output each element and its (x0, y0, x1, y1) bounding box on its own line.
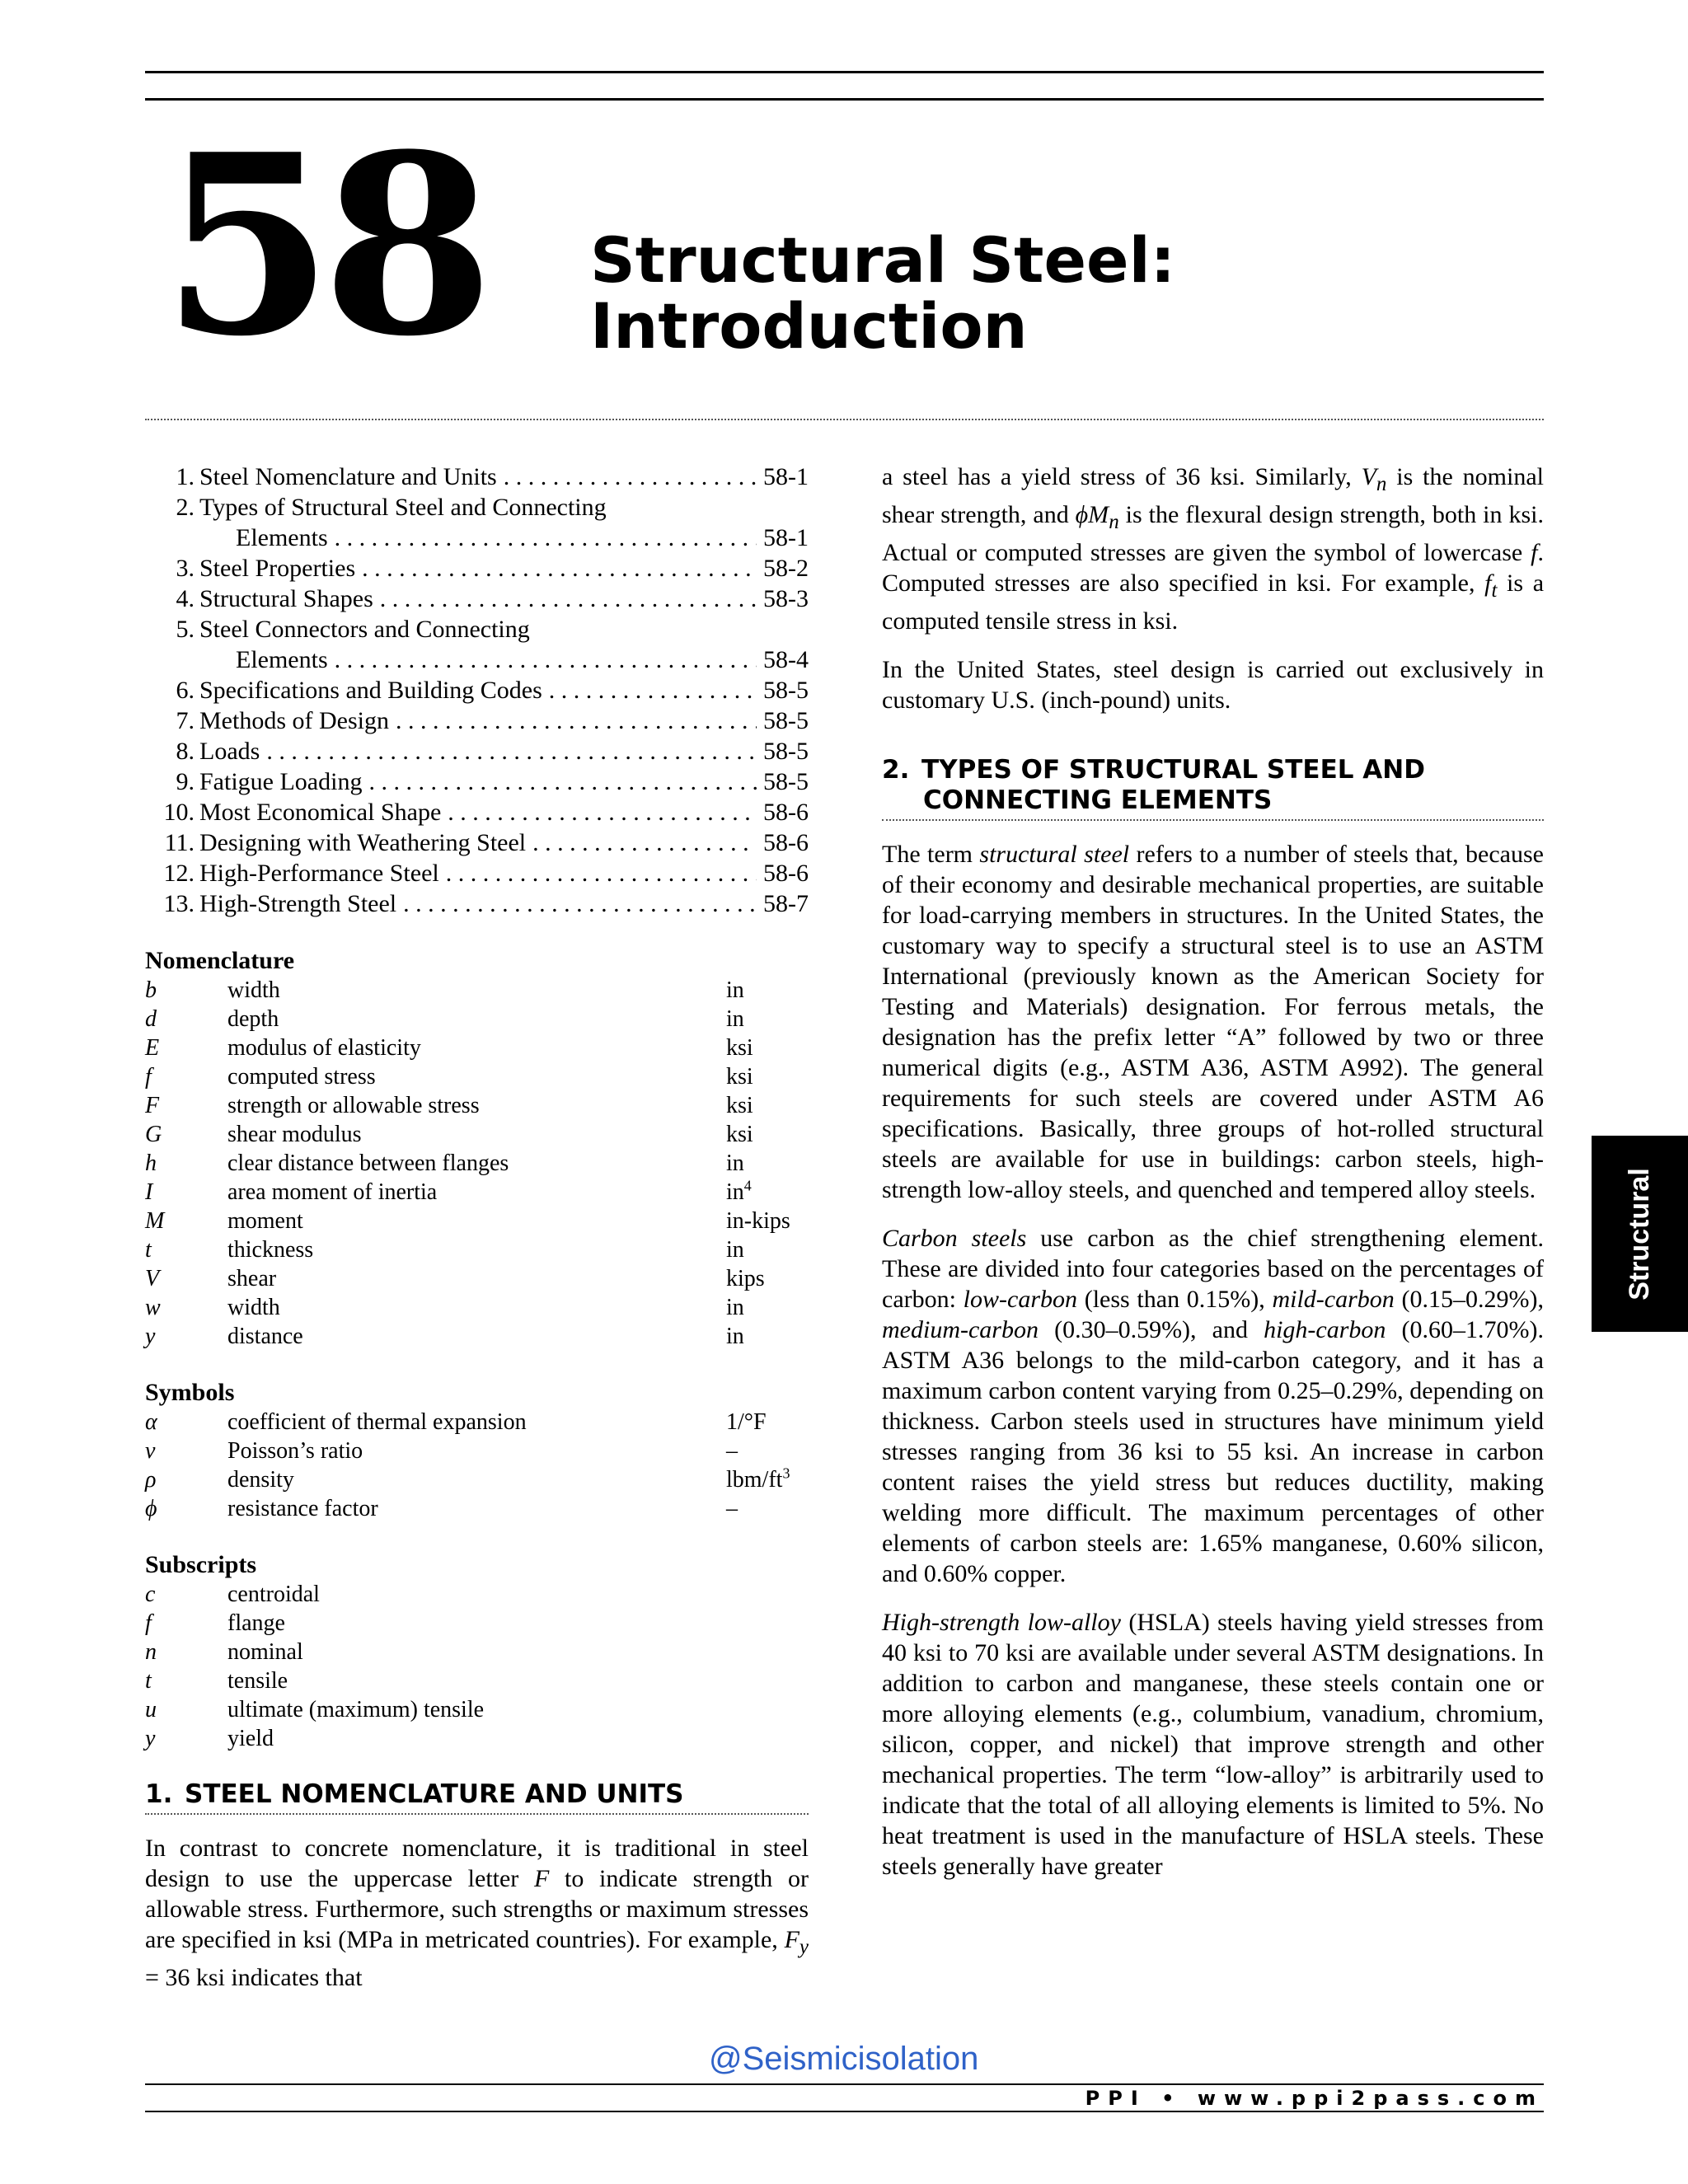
math-subscript: t (1491, 579, 1498, 602)
nomenclature-row (145, 1149, 809, 1178)
symbol: d (145, 1006, 157, 1032)
symbols-row (145, 1436, 809, 1465)
toc-page-number: 58-3 (763, 585, 809, 612)
term-mild-carbon: mild-carbon (1272, 1286, 1395, 1313)
term-low-carbon: low-carbon (963, 1286, 1077, 1313)
symbol-description: width (227, 977, 280, 1003)
toc-item[interactable] (145, 797, 809, 827)
unit-text: in (726, 1295, 744, 1320)
symbol: b (145, 977, 157, 1003)
chapter-title-line1: Structural Steel: (590, 223, 1176, 297)
symbol-unit (726, 1436, 809, 1465)
symbol: y (145, 1324, 156, 1349)
symbol: ρ (145, 1467, 157, 1493)
symbols-table (145, 1408, 809, 1523)
math-Fy: F (784, 1926, 799, 1953)
symbol: G (145, 1122, 162, 1147)
text-run: . Computed stresses are also specified in ksi. For example, (882, 539, 1544, 597)
section-2-number: 2. (882, 755, 910, 785)
symbol: α (145, 1409, 157, 1435)
symbol: I (145, 1179, 153, 1205)
text-run: In contrast to concrete nomenclature, it is traditional in steel design to use the uppercase letter (145, 1835, 809, 1892)
unit-text: in (726, 1324, 744, 1349)
unit-text: 1/°F (726, 1409, 767, 1435)
section-1-heading (145, 1779, 809, 1815)
symbol-unit (726, 1465, 809, 1494)
toc-leader-dots (448, 797, 757, 827)
symbol-description: area moment of inertia (227, 1179, 438, 1205)
symbol-description: width (227, 1295, 280, 1320)
text-run: to indicate strength or allowable stress. Furthermore, such strengths or maximum stresses are specified in ksi (MPa in metricated countries). For example, (145, 1865, 809, 1953)
math-subscript: n (1376, 473, 1387, 495)
toc-leader-dots (380, 583, 757, 614)
toc-number: 8. (176, 738, 195, 765)
toc-title: Steel Nomenclature and Units (199, 463, 497, 490)
toc-item[interactable] (145, 492, 809, 553)
symbol: t (145, 1668, 152, 1694)
symbol: c (145, 1582, 156, 1607)
text-run: The term (882, 841, 980, 868)
right-column (882, 462, 1544, 1900)
toc-page-number: 58-6 (763, 860, 809, 887)
term-carbon-steels: Carbon steels (882, 1225, 1027, 1252)
toc-leader-dots (335, 644, 757, 675)
symbol-description: resistance factor (227, 1496, 378, 1521)
nomenclature-row (145, 1235, 809, 1264)
symbol: h (145, 1151, 157, 1176)
toc-title: High-Strength Steel (199, 890, 397, 917)
toc-page-number: 58-6 (763, 799, 809, 826)
text-run: = 36 ksi indicates that (145, 1964, 363, 1991)
text-run: is the nominal shear strength, and (882, 463, 1544, 528)
symbol: w (145, 1295, 161, 1320)
toc-title: Fatigue Loading (199, 768, 363, 795)
symbol-unit (726, 1005, 809, 1033)
symbol-unit (726, 1264, 809, 1293)
text-run: (0.60–1.70%). ASTM A36 belongs to the mild-carbon category, and it has a maximum carbon content varying from 0.25–0.29%, depending on thickness. Carbon steels used in structures have minimum yield stresses ranging from 36 ksi to 55 ksi. An increase in carbon content raises the yield stress but reduces ductility, making welding more difficult. The maximum percentages of other elements of carbon steels are: 1.65% manganese, 0.60% silicon, and 0.60% copper. (882, 1316, 1544, 1587)
units-paragraph: In the United States, steel design is carried out exclusively in customary U.S. (inch-pound) units. (882, 656, 1544, 714)
table-of-contents (145, 462, 809, 919)
symbol-description: depth (227, 1006, 279, 1032)
toc-leader-dots (362, 553, 757, 583)
hsla-paragraph (882, 1607, 1544, 1882)
toc-number: 10. (163, 799, 195, 826)
toc-leader-dots (504, 462, 757, 492)
symbol: ϕ (145, 1496, 157, 1521)
symbol: E (145, 1035, 160, 1061)
toc-leader-dots (396, 705, 757, 736)
toc-title: Steel Connectors and Connecting (199, 616, 530, 643)
text-run: refers to a number of steels that, because of their economy and desirable mechanical properties, are suitable for load-carrying members in structures. In the United States, the customary way to specify a structural steel is to use an ASTM International (previously known as the American Society for Testing and Materials) designation. For ferrous metals, the designation has the prefix letter “A” followed by two or three numerical digits (e.g., ASTM A36, ASTM A992). The general requirements for such steels are covered under ASTM A6 specifications. Basically, three groups of hot-rolled structural steels are available for use in buildings: carbon steels, high-strength low-alloy steels, and quenched and tempered alloy steels. (882, 841, 1544, 1203)
toc-page-number: 58-1 (763, 524, 809, 551)
toc-item[interactable] (145, 705, 809, 736)
symbol: n (145, 1639, 157, 1665)
symbols-heading: Symbols (145, 1379, 235, 1406)
symbol-unit (726, 1091, 809, 1120)
toc-item[interactable] (145, 583, 809, 614)
symbol-description: Poisson’s ratio (227, 1438, 363, 1464)
symbols-row (145, 1494, 809, 1523)
unit-text: ksi (726, 1093, 753, 1118)
term-structural-steel: structural steel (979, 841, 1130, 868)
toc-page-number: 58-2 (763, 555, 809, 582)
math-subscript: n (1109, 511, 1119, 533)
section-side-tab (1592, 1136, 1688, 1332)
nomenclature-row (145, 1120, 809, 1149)
nomenclature-row (145, 1033, 809, 1062)
symbol-description: distance (227, 1324, 303, 1349)
symbol-unit (726, 1207, 809, 1235)
toc-title: Designing with Weathering Steel (199, 829, 527, 856)
nomenclature-heading: Nomenclature (145, 947, 295, 974)
chapter-number: 58 (162, 100, 483, 391)
toc-page-number: 58-7 (763, 890, 809, 917)
toc-item[interactable] (145, 462, 809, 492)
toc-number: 6. (176, 677, 195, 704)
toc-number: 7. (176, 707, 195, 734)
symbol-description: flange (227, 1610, 285, 1636)
symbols-row (145, 1465, 809, 1494)
symbol: f (145, 1064, 152, 1090)
unit-text: ksi (726, 1064, 753, 1090)
toc-item[interactable] (145, 888, 809, 919)
symbol-description: shear modulus (227, 1122, 362, 1147)
toc-page-number: 58-4 (763, 646, 809, 673)
symbol: y (145, 1726, 156, 1751)
symbol-description: coefficient of thermal expansion (227, 1409, 527, 1435)
unit-text: in (726, 977, 744, 1003)
toc-item[interactable] (145, 553, 809, 583)
text-run: (0.30–0.59%), and (1038, 1316, 1264, 1343)
term-high-carbon: high-carbon (1264, 1316, 1386, 1343)
toc-title: Steel Properties (199, 555, 356, 582)
structural-steel-paragraph (882, 839, 1544, 1205)
math-phiMn: ϕM (1075, 501, 1109, 528)
toc-leader-dots (549, 675, 757, 705)
section-2-heading (882, 755, 1544, 821)
toc-number: 1. (176, 463, 195, 490)
symbol: ν (145, 1438, 156, 1464)
toc-item[interactable] (145, 675, 809, 705)
symbol: M (145, 1208, 165, 1234)
symbol-description: density (227, 1467, 294, 1493)
symbol-description: yield (227, 1726, 274, 1751)
toc-item[interactable] (145, 827, 809, 858)
toc-title: High-Performance Steel (199, 860, 439, 887)
toc-page-number: 58-5 (763, 677, 809, 704)
toc-item[interactable] (145, 766, 809, 797)
subscripts-row (145, 1666, 809, 1695)
toc-page-number: 58-1 (763, 463, 809, 490)
nomenclature-table (145, 976, 809, 1351)
text-run: is a computed tensile stress in ksi. (882, 569, 1545, 635)
section-1-paragraph (145, 1833, 809, 1993)
toc-title: Methods of Design (199, 707, 389, 734)
nomenclature-row (145, 1207, 809, 1235)
symbol-description: centroidal (227, 1582, 320, 1607)
subscripts-heading: Subscripts (145, 1551, 257, 1578)
toc-leader-dots (335, 523, 757, 553)
chapter-title (590, 223, 1176, 363)
toc-number: 5. (176, 616, 195, 643)
unit-text: in (726, 1179, 744, 1205)
footer-rule-2 (145, 2111, 1544, 2112)
toc-item[interactable] (145, 614, 809, 675)
toc-title: Types of Structural Steel and Connecting (199, 494, 607, 521)
text-run: (0.15–0.29%), (1394, 1286, 1544, 1313)
subscripts-row (145, 1695, 809, 1724)
toc-leader-dots (446, 858, 757, 888)
toc-page-number: 58-5 (763, 768, 809, 795)
toc-leader-dots (266, 736, 757, 766)
toc-page-number: 58-5 (763, 738, 809, 765)
symbol-unit (726, 1293, 809, 1322)
math-subscript: y (799, 1936, 809, 1958)
toc-title-continued: Elements (236, 646, 328, 673)
unit-text: in (726, 1151, 744, 1176)
symbols-row (145, 1408, 809, 1436)
symbol-unit (726, 1322, 809, 1351)
unit-text: in-kips (726, 1208, 790, 1234)
symbol-description: ultimate (maximum) tensile (227, 1697, 485, 1722)
nomenclature-row (145, 1293, 809, 1322)
symbol-unit (726, 1408, 809, 1436)
unit-text: ksi (726, 1122, 753, 1147)
nomenclature-row (145, 1062, 809, 1091)
unit-text: ksi (726, 1035, 753, 1061)
toc-title: Structural Shapes (199, 585, 373, 612)
footer-rule (145, 2083, 1544, 2085)
symbol: V (145, 1266, 160, 1291)
side-tab-label: Structural (1624, 1167, 1655, 1301)
symbol: F (145, 1093, 160, 1118)
term-medium-carbon: medium-carbon (882, 1316, 1039, 1343)
toc-number: 4. (176, 585, 195, 612)
section-2-title-line2: CONNECTING ELEMENTS (923, 785, 1273, 815)
subscripts-table (145, 1580, 809, 1753)
math-F: F (533, 1865, 550, 1892)
left-column (145, 462, 809, 2011)
nomenclature-row (145, 1264, 809, 1293)
toc-title-continued: Elements (236, 524, 328, 551)
nomenclature-row (145, 976, 809, 1005)
symbol-description: nominal (227, 1639, 303, 1665)
section-1-number: 1. (145, 1779, 173, 1809)
toc-page-number: 58-5 (763, 707, 809, 734)
toc-leader-dots (368, 766, 757, 797)
toc-title: Specifications and Building Codes (199, 677, 542, 704)
unit-exponent: 3 (782, 1465, 790, 1482)
toc-leader-dots (403, 888, 757, 919)
symbol-description: modulus of elasticity (227, 1035, 421, 1061)
toc-number: 2. (176, 494, 195, 521)
toc-page-number: 58-6 (763, 829, 809, 856)
text-run: use carbon as the chief strengthening element. These are divided into four categories based on the percentages of carbon: (882, 1225, 1544, 1313)
nomenclature-row (145, 1091, 809, 1120)
text-run: (less than 0.15%), (1077, 1286, 1273, 1313)
toc-number: 3. (176, 555, 195, 582)
chapter-title-line2: Introduction (590, 289, 1028, 363)
text-run: is the flexural design strength, both in ksi. Actual or computed stresses are given the symbol of lowercase (882, 501, 1544, 566)
unit-exponent: 4 (743, 1177, 752, 1194)
symbol-unit (726, 1033, 809, 1062)
toc-number: 9. (176, 768, 195, 795)
toc-title: Loads (199, 738, 260, 765)
continued-paragraph (882, 462, 1544, 636)
symbol-description: computed stress (227, 1064, 376, 1090)
nomenclature-row (145, 1178, 809, 1207)
top-rule (145, 71, 1544, 73)
symbol-unit (726, 1178, 809, 1207)
subscripts-row (145, 1638, 809, 1666)
subscripts-row (145, 1609, 809, 1638)
symbol-unit (726, 1062, 809, 1091)
symbol-description: tensile (227, 1668, 288, 1694)
unit-text: lbm/ft (726, 1467, 783, 1493)
symbol-description: clear distance between flanges (227, 1151, 509, 1176)
toc-number: 11. (164, 829, 195, 856)
unit-text: in (726, 1237, 744, 1263)
toc-title: Most Economical Shape (199, 799, 442, 826)
symbol-unit (726, 1149, 809, 1178)
symbol: t (145, 1237, 152, 1263)
math-ft: f (1484, 569, 1492, 597)
symbol-unit (726, 1120, 809, 1149)
symbol-description: moment (227, 1208, 303, 1234)
toc-item[interactable] (145, 736, 809, 766)
symbol-description: strength or allowable stress (227, 1093, 480, 1118)
symbol: u (145, 1697, 157, 1722)
watermark: @Seismicisolation (709, 2041, 979, 2077)
symbol-unit (726, 976, 809, 1005)
unit-text: – (726, 1438, 738, 1464)
math-Vn: V (1361, 463, 1376, 490)
section-1-title: STEEL NOMENCLATURE AND UNITS (185, 1779, 684, 1809)
nomenclature-row (145, 1005, 809, 1033)
toc-number: 12. (163, 860, 195, 887)
title-divider (145, 419, 1544, 420)
unit-text: in (726, 1006, 744, 1032)
math-f: f (1531, 539, 1538, 566)
symbol-description: thickness (227, 1237, 314, 1263)
section-2-title-line1: TYPES OF STRUCTURAL STEEL AND (921, 755, 1425, 785)
symbol-description: shear (227, 1266, 277, 1291)
symbol-unit (726, 1494, 809, 1523)
carbon-steels-paragraph (882, 1223, 1544, 1589)
toc-leader-dots (532, 827, 757, 858)
text-run: a steel has a yield stress of 36 ksi. Similarly, (882, 463, 1362, 490)
term-hsla: High-strength low-alloy (882, 1609, 1121, 1636)
text-run: (HSLA) steels having yield stresses from 40 ksi to 70 ksi are available under several ASTM designations. In addition to carbon and manganese, these steels contain one or more alloying elements (e.g., columbium, vanadium, chromium, silicon, copper, and nickel) that improve strength and other mechanical properties. The term “low-alloy” is arbitrarily used to indicate that the total of all alloying elements is limited to 5%. No heat treatment is used in the manufacture of HSLA steels. These steels generally have greater (882, 1609, 1544, 1880)
unit-text: – (726, 1496, 738, 1521)
subscripts-row (145, 1724, 809, 1753)
symbol-unit (726, 1235, 809, 1264)
unit-text: kips (726, 1266, 765, 1291)
subscripts-row (145, 1580, 809, 1609)
toc-number: 13. (163, 890, 195, 917)
symbol: f (145, 1610, 152, 1636)
toc-item[interactable] (145, 858, 809, 888)
nomenclature-row (145, 1322, 809, 1351)
footer-publisher: PPI • www.ppi2pass.com (1085, 2087, 1544, 2110)
